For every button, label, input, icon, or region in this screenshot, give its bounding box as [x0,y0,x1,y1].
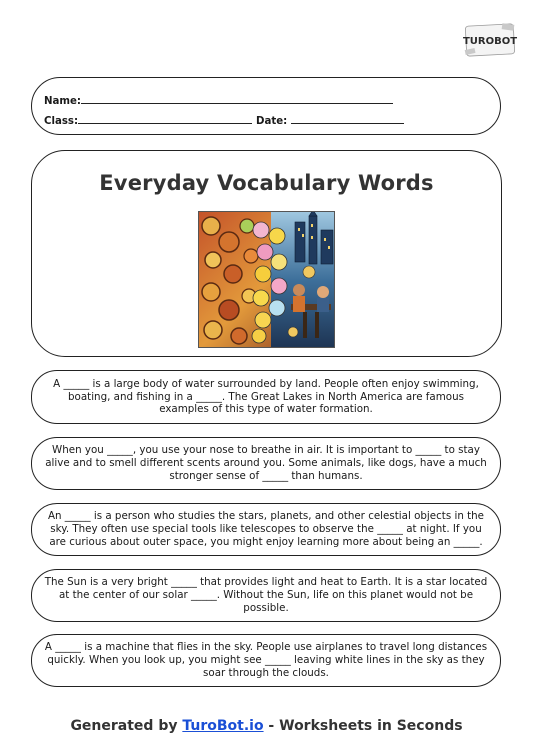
name-label: Name: [44,96,81,107]
turobot-link[interactable]: TuroBot.io [182,718,264,734]
worksheet-illustration [198,211,335,348]
name-blank[interactable] [81,93,393,104]
question-text-1: A _____ is a large body of water surrounded by land. People often enjoy swimming, boating, and fishing in a _____. The Great Lakes in North America are famous examples of this type of water formation. [53,377,479,416]
class-field[interactable] [44,113,252,127]
question-card-3 [31,503,501,556]
question-card-2 [31,437,501,490]
question-text-4: The Sun is a very bright _____ that provides light and heat to Earth. It is a star located at the center of our solar _____. Without the Sun, life on this planet would not be possible. [44,576,488,614]
class-blank[interactable] [78,113,252,124]
worksheet-title: Everyday Vocabulary Words [99,171,434,195]
footer [0,718,533,734]
question-text-2: When you _____, you use your nose to breathe in air. It is important to _____ to stay alive and to smell different scents around you. Some animals, like dogs, have a much stronger sense of _____ than humans. [45,444,487,482]
question-text-3: An _____ is a person who studies the stars, planets, and other celestial objects in the sky. They often use special tools like telescopes to observe the _____ at night. If you are curious about outer space, you might enjoy learning more about being an _____. [47,510,485,548]
date-blank[interactable] [291,113,404,124]
date-label: Date: [256,116,288,127]
footer-prefix: Generated by [70,718,183,734]
question-text-5: A _____ is a machine that flies in the sky. People use airplanes to travel long distances quickly. When you look up, you might see _____ leaving white lines in the sky as they soar through the clouds. [44,641,488,679]
logo-text: TUROBOT [462,36,518,47]
class-label: Class: [44,116,79,127]
footer-suffix: - Worksheets in Seconds [263,718,463,734]
question-card-1 [31,370,501,424]
question-card-4 [31,569,501,622]
turobot-logo [462,22,518,58]
name-field[interactable] [44,93,393,107]
question-card-5 [31,634,501,687]
date-field[interactable] [256,113,404,127]
